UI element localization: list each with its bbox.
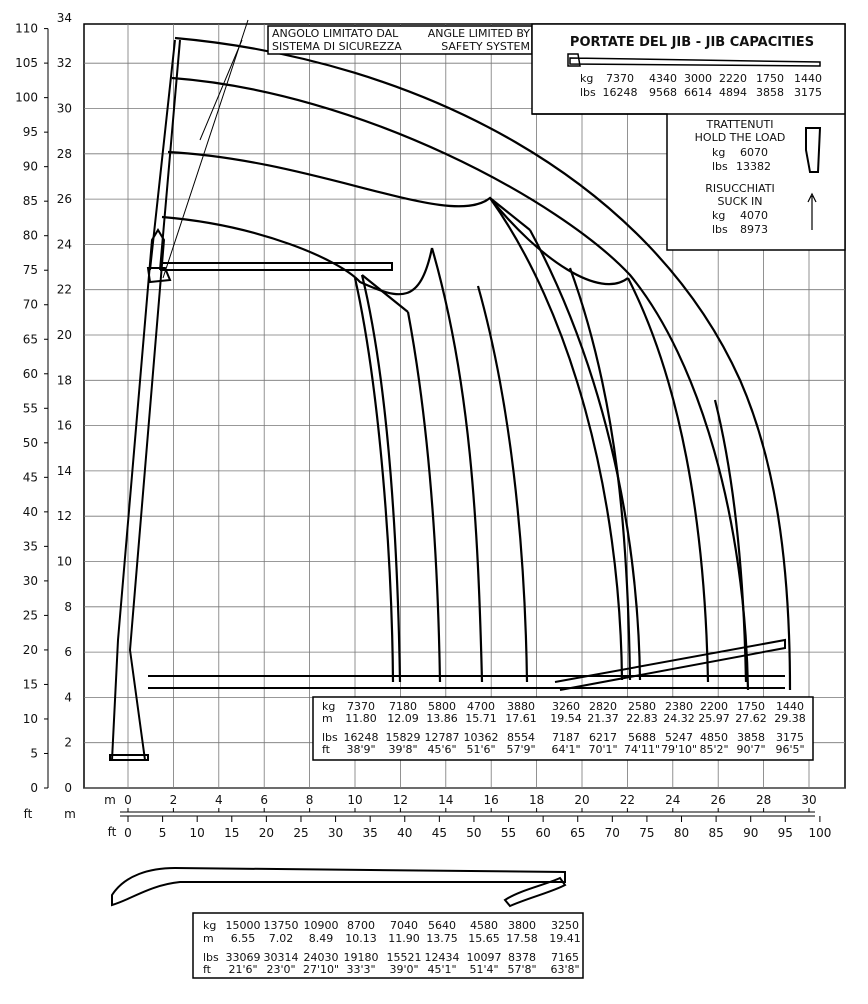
x-tick-label-ft: 30 <box>327 826 344 840</box>
y-tick-label-ft: 15 <box>22 677 38 692</box>
main-ft-value: 96'5" <box>775 743 805 756</box>
hold-lbs-label: lbs <box>712 160 728 173</box>
main-m-value: 17.61 <box>505 712 537 725</box>
lower-m-label: m <box>203 932 214 945</box>
jib-kg-value: 3000 <box>684 72 712 85</box>
y-tick-label-m: 22 <box>56 282 72 297</box>
main-lbs-value: 16248 <box>343 731 379 744</box>
jib-kg-value: 2220 <box>719 72 747 85</box>
x-tick-label-ft: 0 <box>124 826 132 840</box>
lower-lbs-value: 19180 <box>343 951 379 964</box>
y-tick-label-m: 8 <box>64 599 72 614</box>
x-tick-label-ft: 75 <box>639 826 655 840</box>
x-tick-label-m: 8 <box>305 793 314 807</box>
jib-kg-value: 1750 <box>756 72 784 85</box>
x-tick-label-m: 6 <box>260 793 269 807</box>
main-kg-value: 2200 <box>700 700 728 713</box>
lower-kg-value: 3800 <box>508 919 536 932</box>
safety-angle-box <box>268 26 532 54</box>
envelope-arc-10 <box>478 286 527 682</box>
lower-m-value: 6.55 <box>230 932 256 945</box>
lower-ft-value: 21'6" <box>228 963 258 976</box>
lower-m-value: 13.75 <box>426 932 458 945</box>
jib-lbs-label: lbs <box>580 86 596 99</box>
main-m-value: 12.09 <box>387 712 419 725</box>
lower-ft-value: 57'8" <box>507 963 537 976</box>
main-capacity-table <box>313 697 813 760</box>
main-m-value: 29.38 <box>774 712 806 725</box>
main-ft-value: 38'9" <box>346 743 376 756</box>
x-tick-label-m: 12 <box>392 793 409 807</box>
lower-lbs-value: 24030 <box>303 951 339 964</box>
y-tick-label-m: 14 <box>56 463 72 478</box>
x-axis-unit-m: m <box>104 793 116 807</box>
y-tick-label-m: 12 <box>56 509 72 524</box>
main-lbs-value: 3175 <box>776 731 804 744</box>
x-axis-ticks <box>120 793 831 840</box>
main-kg-value: 3260 <box>552 700 580 713</box>
x-tick-label-ft: 100 <box>808 826 832 840</box>
safety-angle-line-2 <box>200 40 242 140</box>
jib-capacities-box <box>532 24 845 250</box>
y-tick-label-m: 20 <box>56 328 72 342</box>
main-m-value: 15.71 <box>465 712 497 725</box>
main-m-value: 13.86 <box>426 712 458 725</box>
lower-m-value: 10.13 <box>345 932 377 945</box>
main-m-label: m <box>322 712 333 725</box>
main-m-value: 19.54 <box>550 712 582 725</box>
x-tick-label-ft: 50 <box>466 826 482 840</box>
y-tick-label-ft: 70 <box>22 297 38 312</box>
safety-angle-line <box>163 20 248 278</box>
main-kg-value: 7370 <box>347 700 375 713</box>
lower-ft-value: 45'1" <box>427 963 457 976</box>
y-tick-label-ft: 110 <box>15 21 38 36</box>
main-m-value: 11.80 <box>345 712 377 725</box>
main-lbs-value: 8554 <box>507 731 535 744</box>
lower-ft-label: ft <box>203 963 211 976</box>
lower-m-value: 8.49 <box>308 932 334 945</box>
y-tick-label-ft: 30 <box>22 573 38 588</box>
lower-kg-label: kg <box>203 919 217 932</box>
hold-it: TRATTENUTI <box>706 118 774 131</box>
y-tick-label-m: 34 <box>56 10 72 25</box>
jib-lbs-value: 16248 <box>602 86 638 99</box>
lower-lbs-value: 15521 <box>386 951 422 964</box>
lower-ft-value: 33'3" <box>346 963 376 976</box>
x-tick-label-ft: 85 <box>708 826 724 840</box>
lower-lbs-value: 10097 <box>466 951 502 964</box>
x-tick-label-m: 2 <box>169 793 178 807</box>
main-lbs-value: 6217 <box>589 731 617 744</box>
jib-kg-value: 4340 <box>649 72 677 85</box>
y-tick-label-ft: 55 <box>22 401 38 416</box>
envelope-arc-11 <box>408 312 440 682</box>
suck-it: RISUCCHIATI <box>705 182 775 195</box>
folded-crane-drawing <box>112 868 565 906</box>
x-tick-label-ft: 65 <box>570 826 586 840</box>
y-tick-label-m: 32 <box>56 56 72 71</box>
x-tick-label-ft: 15 <box>224 826 240 840</box>
suck-lbs: 8973 <box>740 223 768 236</box>
envelope-arc-4 <box>162 217 432 294</box>
lower-lbs-value: 12434 <box>424 951 460 964</box>
x-tick-label-ft: 25 <box>293 826 309 840</box>
main-ft-value: 64'1" <box>551 743 581 756</box>
y-tick-label-ft: 85 <box>22 194 38 209</box>
y-tick-label-ft: 95 <box>22 125 38 140</box>
lower-m-value: 19.41 <box>549 932 581 945</box>
main-kg-value: 2820 <box>589 700 617 713</box>
main-ft-label: ft <box>322 743 330 756</box>
x-tick-label-ft: 70 <box>604 826 620 840</box>
y-tick-label-ft: 75 <box>22 263 38 278</box>
y-tick-label-ft: 40 <box>22 504 38 519</box>
x-tick-label-m: 4 <box>214 793 223 807</box>
crane-lower-boom <box>148 676 785 688</box>
lower-lbs-label: lbs <box>203 951 219 964</box>
y-tick-label-ft: 20 <box>22 642 38 657</box>
safety-it-line2: SISTEMA DI SICUREZZA <box>272 40 402 53</box>
lower-ft-value: 51'4" <box>469 963 499 976</box>
main-ft-value: 45'6" <box>427 743 457 756</box>
lower-lbs-value: 30314 <box>263 951 299 964</box>
main-kg-value: 4700 <box>467 700 495 713</box>
y-tick-label-ft: 60 <box>22 366 38 381</box>
main-kg-value: 1440 <box>776 700 804 713</box>
crane-main-boom <box>150 40 180 270</box>
suck-kg: 4070 <box>740 209 768 222</box>
x-tick-label-ft: 60 <box>535 826 551 840</box>
main-ft-value: 74'11" <box>623 743 661 756</box>
jib-lbs-value: 3858 <box>756 86 784 99</box>
lower-kg-value: 13750 <box>263 919 299 932</box>
main-kg-value: 1750 <box>737 700 765 713</box>
main-m-value: 24.32 <box>663 712 695 725</box>
crane-base <box>110 755 148 760</box>
main-ft-value: 70'1" <box>588 743 618 756</box>
jib-lbs-value: 4894 <box>719 86 747 99</box>
main-kg-value: 7180 <box>389 700 417 713</box>
lower-m-value: 7.02 <box>268 932 294 945</box>
x-tick-label-m: 26 <box>710 793 726 807</box>
y-tick-label-m: 6 <box>64 645 72 660</box>
suck-lbs-label: lbs <box>712 223 728 236</box>
y-tick-label-m: 10 <box>56 554 72 569</box>
x-tick-label-m: 24 <box>665 793 681 807</box>
lower-lbs-value: 8378 <box>508 951 536 964</box>
y-tick-label-m: 16 <box>56 418 72 433</box>
y-tick-label-m: 24 <box>56 237 72 252</box>
hold-kg-label: kg <box>712 146 726 159</box>
lower-m-value: 15.65 <box>468 932 500 945</box>
x-tick-label-ft: 20 <box>258 826 275 840</box>
main-kg-value: 3880 <box>507 700 535 713</box>
jib-lbs-value: 6614 <box>684 86 712 99</box>
y-tick-label-ft: 35 <box>22 539 38 554</box>
lower-kg-value: 10900 <box>303 919 339 932</box>
main-lbs-label: lbs <box>322 731 338 744</box>
main-lbs-value: 15829 <box>385 731 421 744</box>
main-lbs-value: 4850 <box>700 731 728 744</box>
safety-it-line1: ANGOLO LIMITATO DAL <box>272 27 399 40</box>
x-tick-label-ft: 10 <box>189 826 205 840</box>
lower-capacity-table <box>193 913 583 978</box>
x-tick-label-m: 20 <box>574 793 590 807</box>
x-tick-label-m: 28 <box>755 793 772 807</box>
y-tick-label-ft: 0 <box>30 781 38 795</box>
y-axis-unit-m: m <box>64 807 76 821</box>
lower-ft-value: 63'8" <box>550 963 580 976</box>
y-tick-label-ft: 65 <box>22 332 38 347</box>
main-lbs-value: 5247 <box>665 731 693 744</box>
lower-kg-value: 15000 <box>225 919 261 932</box>
jib-kg-value: 7370 <box>606 72 634 85</box>
envelope-arc-13 <box>362 275 400 682</box>
y-tick-label-m: 26 <box>56 192 72 207</box>
main-kg-label: kg <box>322 700 336 713</box>
y-axis-unit-ft: ft <box>23 807 33 821</box>
x-tick-label-ft: 55 <box>500 826 517 840</box>
safety-en-line1: ANGLE LIMITED BY <box>427 27 530 40</box>
x-tick-label-ft: 40 <box>397 826 413 840</box>
y-tick-label-m: 30 <box>56 101 72 116</box>
main-m-value: 21.37 <box>587 712 619 725</box>
lower-lbs-value: 33069 <box>225 951 261 964</box>
suck-kg-label: kg <box>712 209 726 222</box>
y-tick-label-m: 28 <box>56 146 72 161</box>
y-tick-label-ft: 80 <box>22 228 38 243</box>
lower-ft-value: 39'0" <box>389 963 419 976</box>
main-lbs-value: 3858 <box>737 731 765 744</box>
x-tick-label-m: 22 <box>619 793 636 807</box>
jib-box-title: PORTATE DEL JIB - JIB CAPACITIES <box>569 35 815 50</box>
lower-ft-value: 27'10" <box>302 963 340 976</box>
main-ft-value: 85'2" <box>699 743 729 756</box>
lower-kg-value: 8700 <box>347 919 375 932</box>
main-lbs-value: 12787 <box>424 731 460 744</box>
x-tick-label-ft: 80 <box>673 826 690 840</box>
crane-jib-extension <box>555 640 785 690</box>
x-tick-label-m: 30 <box>801 793 817 807</box>
main-ft-value: 90'7" <box>736 743 766 756</box>
main-kg-value: 5800 <box>428 700 456 713</box>
y-tick-label-ft: 5 <box>30 746 38 761</box>
y-tick-label-ft: 50 <box>22 435 38 450</box>
y-tick-label-m: 0 <box>64 781 72 795</box>
main-m-value: 25.97 <box>698 712 730 725</box>
main-m-value: 22.83 <box>626 712 658 725</box>
lower-kg-value: 3250 <box>551 919 579 932</box>
envelope-arc-15 <box>490 198 530 230</box>
suck-en: SUCK IN <box>717 195 763 208</box>
x-tick-label-ft: 5 <box>158 826 167 840</box>
hold-lbs: 13382 <box>736 160 771 173</box>
crane-column <box>112 230 164 760</box>
x-tick-label-ft: 90 <box>743 826 759 840</box>
main-lbs-value: 10362 <box>463 731 499 744</box>
y-tick-label-m: 4 <box>64 690 72 705</box>
lower-m-value: 11.90 <box>388 932 420 945</box>
envelope-arc-16 <box>715 400 746 682</box>
hold-kg: 6070 <box>740 146 768 159</box>
jib-kg-value: 1440 <box>794 72 822 85</box>
main-kg-value: 2580 <box>628 700 656 713</box>
x-tick-label-m: 18 <box>528 793 545 807</box>
x-tick-label-m: 10 <box>347 793 363 807</box>
y-tick-label-m: 18 <box>56 373 72 388</box>
main-lbs-value: 7187 <box>552 731 580 744</box>
main-ft-value: 39'8" <box>388 743 418 756</box>
lower-kg-value: 4580 <box>470 919 498 932</box>
main-m-value: 27.62 <box>735 712 767 725</box>
y-axis-ticks <box>15 11 72 795</box>
jib-lbs-value: 9568 <box>649 86 677 99</box>
main-ft-value: 57'9" <box>506 743 536 756</box>
y-tick-label-ft: 90 <box>22 159 38 174</box>
lower-kg-value: 5640 <box>428 919 456 932</box>
crane-horizontal-jib <box>160 263 392 270</box>
y-tick-label-m: 2 <box>64 735 72 750</box>
jib-kg-label: kg <box>580 72 594 85</box>
y-tick-label-ft: 10 <box>22 711 38 726</box>
y-tick-label-ft: 45 <box>22 470 38 485</box>
x-tick-label-m: 14 <box>438 793 454 807</box>
jib-lbs-value: 3175 <box>794 86 822 99</box>
safety-en-line2: SAFETY SYSTEM <box>441 40 530 53</box>
hold-en: HOLD THE LOAD <box>694 131 786 144</box>
x-tick-label-ft: 95 <box>777 826 793 840</box>
envelope-arc-9 <box>432 248 482 682</box>
x-tick-label-ft: 45 <box>431 826 447 840</box>
y-tick-label-ft: 105 <box>15 56 38 71</box>
y-tick-label-ft: 100 <box>15 90 38 105</box>
x-tick-label-m: 16 <box>483 793 499 807</box>
y-tick-label-ft: 25 <box>22 608 38 623</box>
envelope-arc-7 <box>628 278 708 682</box>
lower-lbs-value: 7165 <box>551 951 579 964</box>
lower-ft-value: 23'0" <box>266 963 296 976</box>
main-ft-value: 79'10" <box>660 743 698 756</box>
lower-kg-value: 7040 <box>390 919 418 932</box>
x-tick-label-m: 0 <box>124 793 132 807</box>
main-kg-value: 2380 <box>665 700 693 713</box>
x-axis-unit-ft: ft <box>107 825 117 839</box>
main-lbs-value: 5688 <box>628 731 656 744</box>
x-tick-label-ft: 35 <box>362 826 378 840</box>
lower-m-value: 17.58 <box>506 932 538 945</box>
main-ft-value: 51'6" <box>466 743 496 756</box>
